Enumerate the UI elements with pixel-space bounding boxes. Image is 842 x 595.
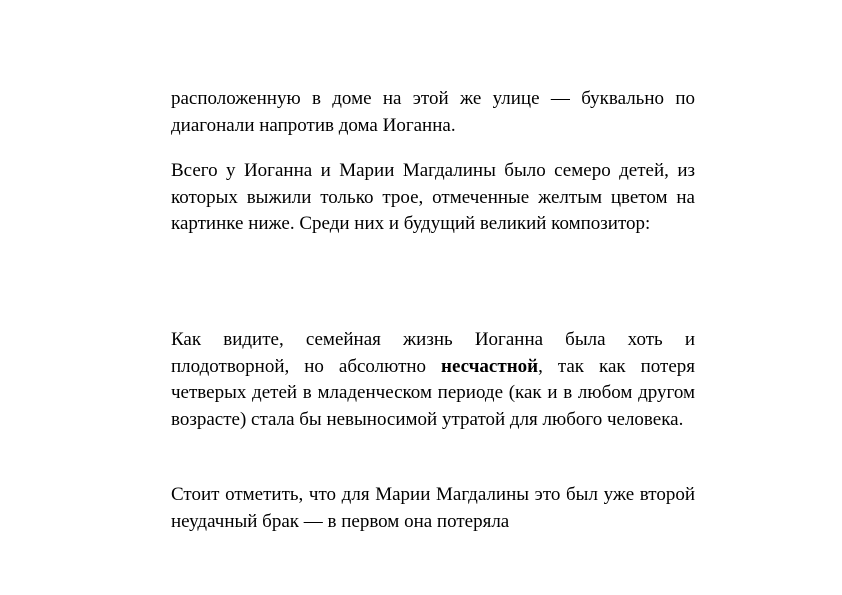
paragraph-text [171, 327, 695, 433]
paragraph-family-life [171, 327, 695, 433]
paragraph-text: расположенную в доме на этой же улице — буквально по диагонали напротив дома Иоганна. [171, 88, 695, 136]
paragraph-text: Стоит отметить, что для Марии Магдалины это был уже второй неудачный брак — в первом она потеряла [171, 484, 695, 532]
paragraph-text: Всего у Иоганна и Марии Магдалины было семеро детей, из которых выжили только трое, отмеченные желтым цветом на картинке ниже. Среди них и будущий великий композитор: [171, 160, 695, 234]
paragraph-second-marriage [171, 482, 695, 535]
paragraph-text-start: Как видите, семейная жизнь Иоганна была хоть и плодотворной, но абсолютно [171, 329, 695, 377]
emphasis-word: несчастной [441, 355, 539, 377]
paragraph-continuation [171, 86, 695, 139]
paragraph-children [171, 158, 695, 238]
paragraph-text-end: , так как потеря четверых детей в младенческом периоде (как и в любом другом возрасте) стала бы невыносимой утратой для любого человека. [171, 355, 695, 430]
